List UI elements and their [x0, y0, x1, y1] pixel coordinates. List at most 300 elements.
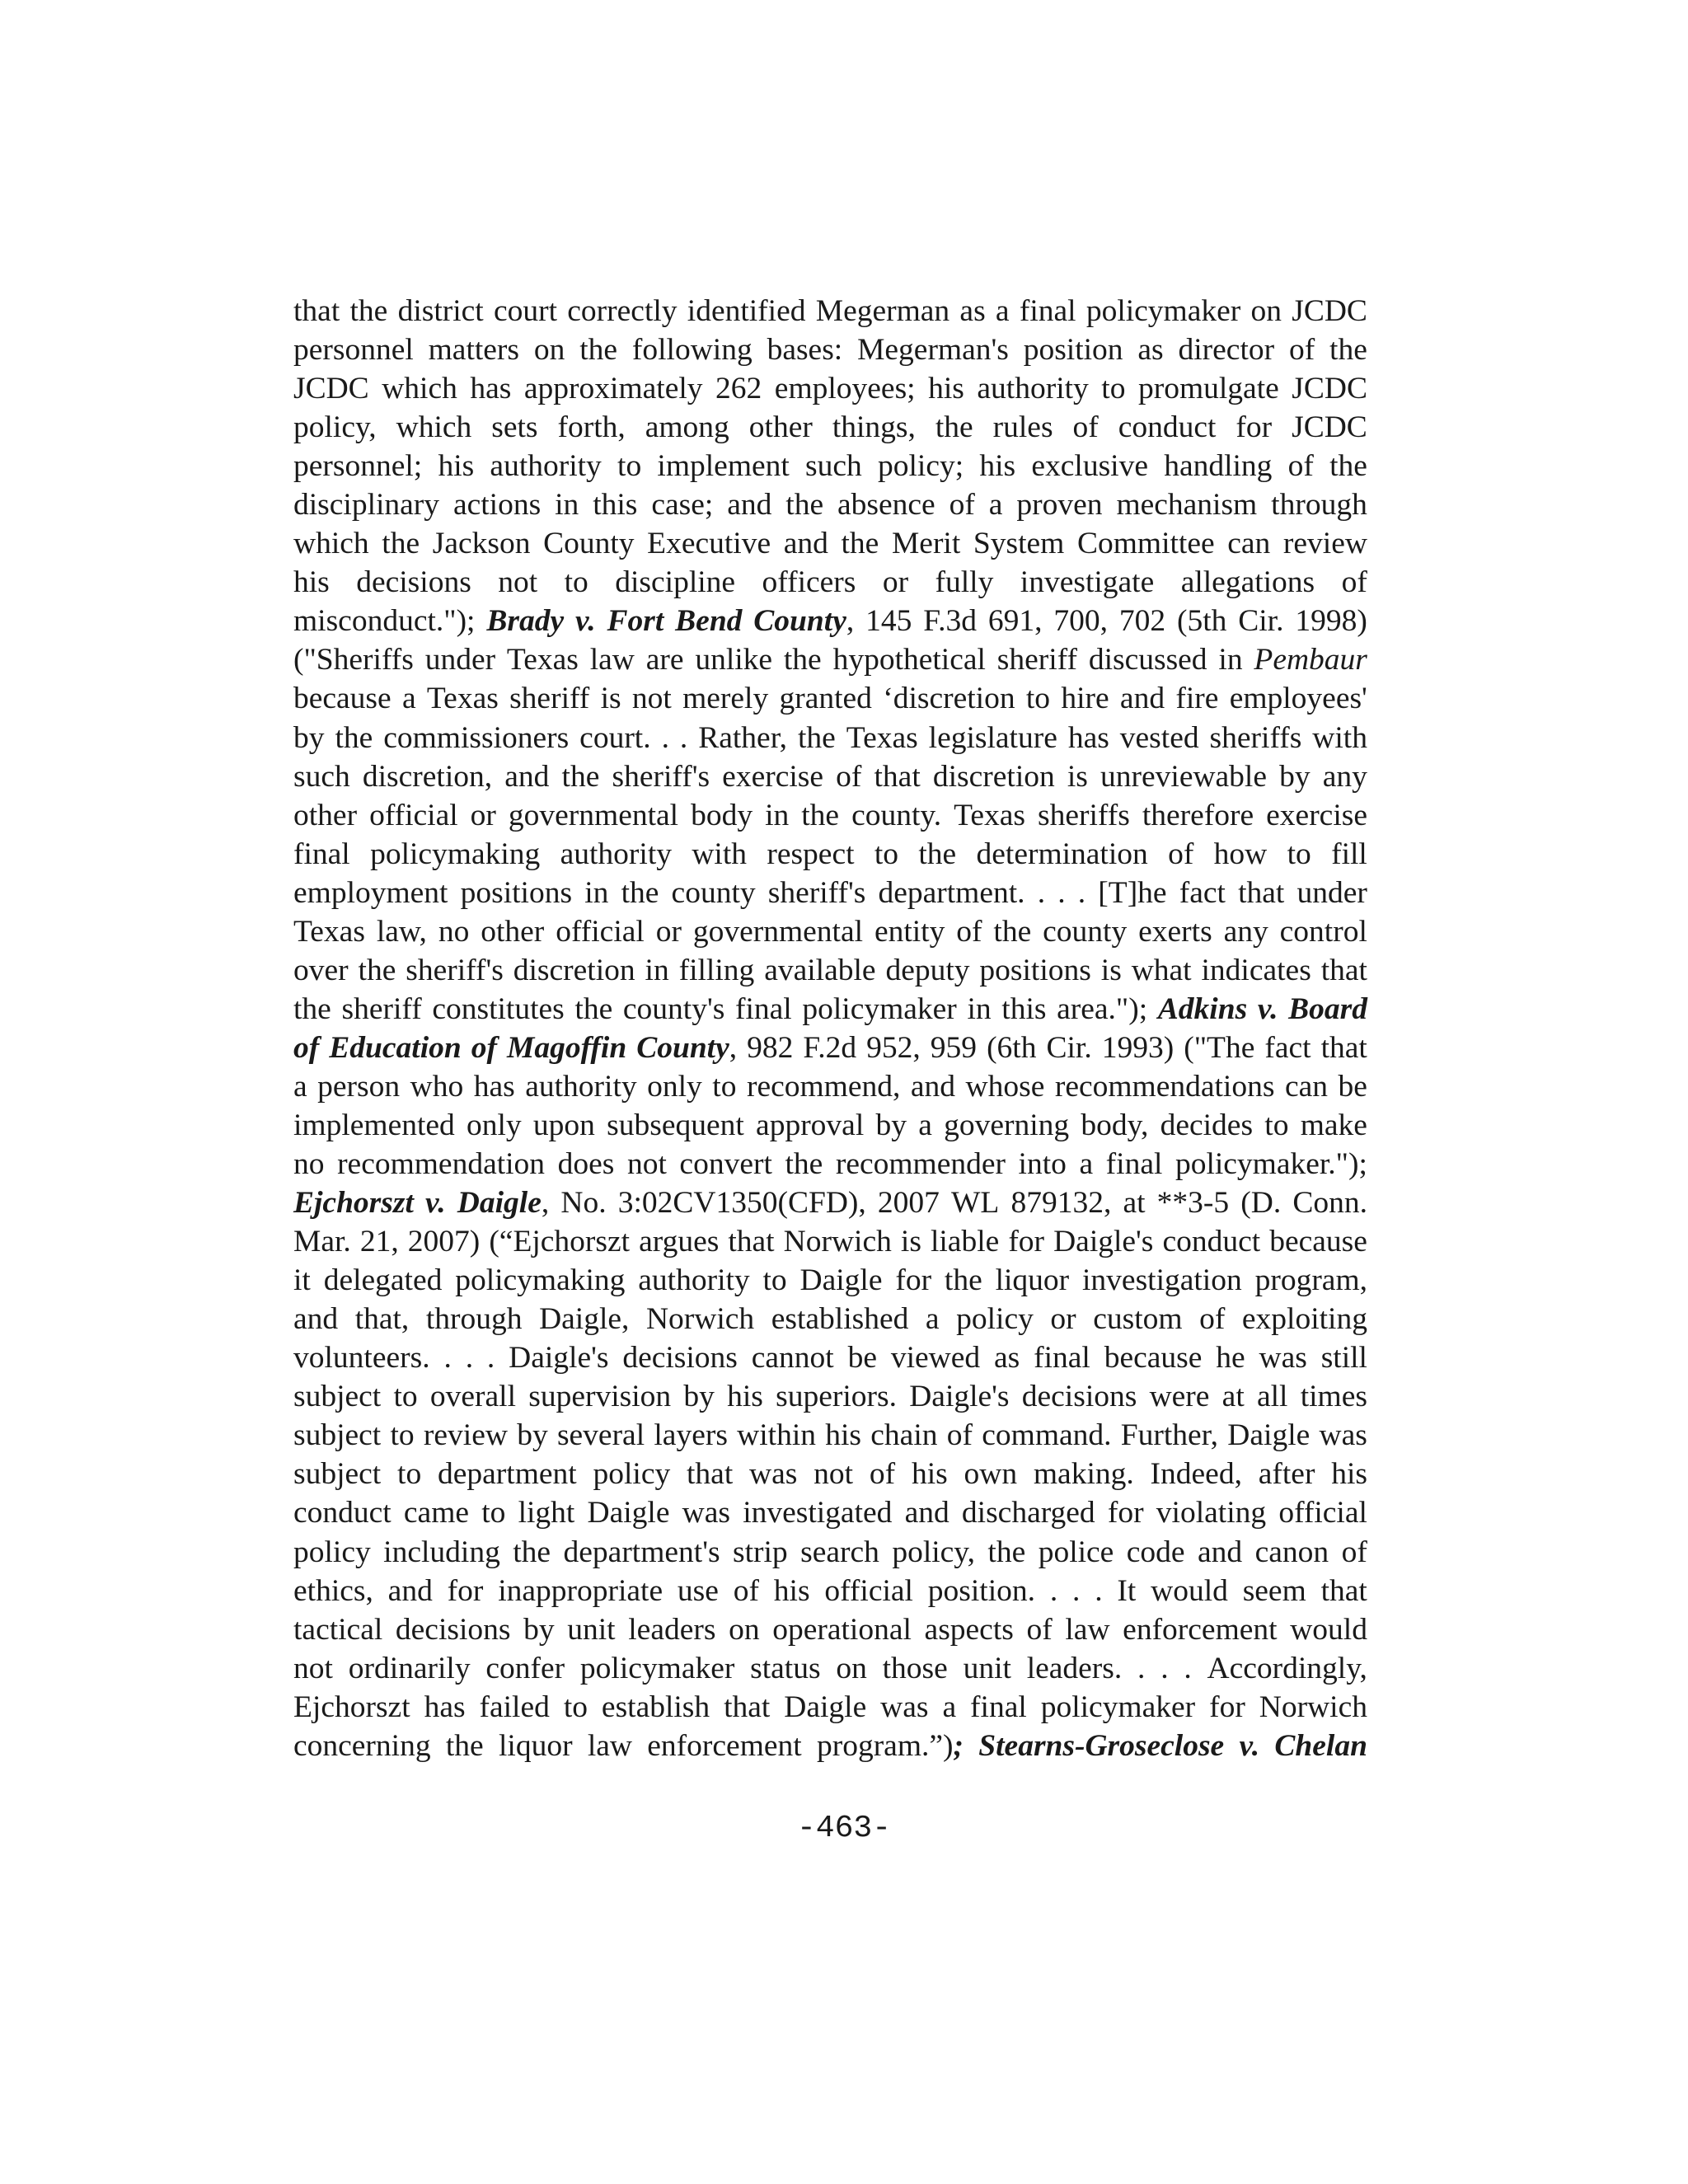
- word: [558, 1145, 615, 1183]
- text-line: [293, 951, 1367, 990]
- word: [1240, 1183, 1281, 1222]
- text-line: [293, 1377, 1367, 1416]
- word: [293, 1029, 319, 1067]
- word-run: 1993): [1101, 1030, 1175, 1065]
- word-run: court.: [579, 720, 651, 755]
- word: [1292, 369, 1367, 408]
- word-run: sheriff's: [612, 759, 710, 794]
- word-run: (“Ejchorszt: [489, 1225, 631, 1259]
- word: [390, 1416, 414, 1455]
- word: [1264, 1106, 1288, 1145]
- word: [733, 1533, 788, 1572]
- word: [1104, 1338, 1203, 1377]
- word: [579, 330, 617, 369]
- word-run: because: [1269, 1225, 1367, 1259]
- word-run: determination: [976, 837, 1148, 871]
- word: [1342, 1533, 1367, 1572]
- word: [901, 1222, 921, 1261]
- text-line: [293, 679, 1367, 718]
- word: [601, 679, 621, 718]
- word-run: make: [1300, 1108, 1367, 1142]
- word-run: Megerman: [815, 294, 950, 328]
- word: [567, 1610, 615, 1649]
- word-run: his: [438, 449, 475, 484]
- word: [617, 447, 641, 485]
- word-run: a: [925, 1302, 940, 1337]
- word: [836, 757, 861, 796]
- word-run: and: [783, 527, 828, 561]
- word-run: body: [691, 798, 753, 832]
- word-run: 982: [747, 1030, 794, 1065]
- word: [293, 1300, 338, 1338]
- word: [1077, 524, 1215, 563]
- word-run: ethics,: [293, 1573, 373, 1608]
- word-run: rules: [992, 410, 1053, 445]
- word: [1068, 719, 1109, 757]
- word: [784, 524, 828, 563]
- word-run: program.”): [816, 1728, 954, 1763]
- word: [1019, 1145, 1067, 1183]
- word: [498, 563, 537, 602]
- text-line: [293, 563, 1367, 602]
- word-run: Rather,: [698, 720, 788, 755]
- word-run: recommend,: [746, 1069, 901, 1104]
- word-run: final: [970, 1690, 1027, 1724]
- word-run: of: [1341, 565, 1367, 600]
- word: [1199, 1300, 1225, 1338]
- word: [517, 1416, 548, 1455]
- word: [918, 835, 956, 874]
- word: [1047, 1029, 1092, 1067]
- word-run: policymaker.");: [1175, 1147, 1367, 1182]
- word-run: any: [1322, 759, 1367, 794]
- word: [293, 1338, 430, 1377]
- word-run: enforcement: [647, 1728, 802, 1763]
- word-run: .: [443, 1341, 452, 1376]
- text-line: [293, 1416, 1367, 1455]
- word-run: concerning: [293, 1728, 431, 1763]
- word-run: county: [671, 875, 756, 910]
- word-run: fact: [1179, 875, 1226, 910]
- word: [656, 912, 682, 951]
- word-run: and: [910, 1069, 956, 1104]
- word-run: 952,: [866, 1030, 921, 1065]
- text-line: [293, 1493, 1367, 1532]
- word: [802, 990, 956, 1029]
- word: [679, 951, 755, 990]
- word-run: ;: [953, 1728, 964, 1763]
- word: [1177, 602, 1226, 640]
- word: [1342, 563, 1367, 602]
- word: [874, 835, 898, 874]
- word: [410, 1067, 464, 1106]
- word-run: layers: [654, 1418, 728, 1453]
- word: [396, 1610, 511, 1649]
- word-run: Texas: [506, 643, 579, 677]
- word: [293, 1533, 371, 1572]
- word-run: discharged: [961, 1496, 1095, 1530]
- word: [832, 408, 916, 447]
- word-run: conduct: [1118, 410, 1217, 445]
- word: [836, 1649, 867, 1688]
- word: [1202, 951, 1311, 990]
- word: [1243, 1572, 1306, 1610]
- word: [878, 447, 964, 485]
- word-run: v.: [574, 604, 596, 639]
- word: [424, 1416, 508, 1455]
- word: [438, 447, 474, 485]
- word-run: that: [1320, 1030, 1367, 1065]
- word: [433, 524, 531, 563]
- word: [1280, 912, 1367, 951]
- word-run: and: [727, 488, 772, 523]
- word-run: .: [486, 1341, 495, 1376]
- word: [1034, 1338, 1090, 1377]
- word-run: discretion,: [362, 759, 493, 794]
- word-run: decisions: [356, 565, 471, 600]
- word: [728, 1222, 774, 1261]
- word: [1026, 1610, 1052, 1649]
- word-run: after: [1258, 1457, 1315, 1492]
- word: [870, 1416, 937, 1455]
- word-run: to: [481, 1496, 506, 1530]
- word: [1198, 1533, 1242, 1572]
- word-run: ("The: [1184, 1030, 1255, 1065]
- word-run: indicates: [1201, 953, 1311, 987]
- word: [580, 1649, 734, 1688]
- word-run: the: [944, 1263, 982, 1298]
- word-run: Daigle: [799, 1263, 883, 1298]
- word-run: which: [382, 372, 457, 406]
- word: [1274, 1727, 1367, 1765]
- word: [750, 1649, 820, 1688]
- word-run: recommendation: [337, 1147, 546, 1182]
- word-run: law: [589, 643, 635, 677]
- word-run: exercise: [722, 759, 823, 794]
- word-run: **3-5: [1156, 1186, 1230, 1221]
- word-run: Texas: [846, 720, 918, 755]
- word: [293, 292, 340, 330]
- word-run: official: [369, 798, 458, 832]
- word: [1242, 1300, 1367, 1338]
- word-run: the: [349, 294, 388, 328]
- word: [509, 679, 589, 718]
- word: [767, 330, 843, 369]
- word-run: by: [517, 1418, 548, 1453]
- word: [712, 1067, 736, 1106]
- word: [1050, 1300, 1076, 1338]
- word-run: only: [647, 1069, 702, 1104]
- word-run: case;: [651, 488, 714, 523]
- word-run: a: [918, 1108, 932, 1142]
- word-run: the: [841, 527, 879, 561]
- word-run: director: [1178, 333, 1275, 368]
- word: [557, 1416, 645, 1455]
- word-run: no: [438, 914, 470, 949]
- word: [293, 951, 349, 990]
- word: [567, 292, 677, 330]
- word-run: overall: [429, 1380, 516, 1414]
- word: [763, 1261, 787, 1300]
- word-run: subject: [293, 1380, 382, 1414]
- word: [765, 796, 789, 835]
- word-run: of: [471, 1030, 497, 1065]
- word: [1073, 408, 1099, 447]
- word-run: .: [1072, 1573, 1081, 1608]
- word: [764, 951, 875, 990]
- word-run: employment: [293, 875, 448, 910]
- word-run: position: [1023, 333, 1123, 368]
- word: [816, 292, 950, 330]
- word: [533, 1106, 595, 1145]
- word-run: of: [1288, 333, 1315, 368]
- word-run: positions: [979, 953, 1091, 987]
- word: [499, 1727, 573, 1765]
- word-run: authority: [490, 449, 602, 484]
- word-run: department.: [878, 875, 1025, 910]
- word: [747, 1029, 793, 1067]
- word: [632, 330, 753, 369]
- word-run: the: [579, 333, 618, 368]
- word-run: JCDC: [1292, 372, 1367, 406]
- word: [1292, 408, 1367, 447]
- word-run: those: [882, 1651, 948, 1685]
- word-run: Bend: [675, 604, 743, 639]
- word: [293, 990, 331, 1029]
- word-run: own: [964, 1457, 1018, 1492]
- word: [408, 1222, 481, 1261]
- word-run: final: [734, 991, 792, 1026]
- word-run: body,: [1081, 1108, 1149, 1142]
- word-run: sheriffs: [1209, 720, 1302, 755]
- word-run: for: [1209, 1690, 1245, 1724]
- word: [1168, 835, 1193, 874]
- text-line: [293, 1300, 1367, 1338]
- word-run: 262: [715, 372, 762, 406]
- word: [457, 1183, 549, 1222]
- word-run: Daigle,: [539, 1302, 630, 1337]
- word-run: .: [1137, 1651, 1146, 1685]
- word: [560, 1183, 606, 1222]
- word-run: Adkins: [1157, 991, 1248, 1026]
- word: [1053, 602, 1108, 640]
- word: [1321, 951, 1367, 990]
- word-run: that: [874, 759, 921, 794]
- word-run: Brady: [486, 604, 565, 639]
- word: [396, 408, 472, 447]
- word-run: no: [293, 1147, 325, 1182]
- word-run: recommender: [835, 1147, 1006, 1182]
- text-line: [293, 485, 1367, 524]
- word: [438, 1455, 577, 1493]
- word: [918, 1106, 932, 1145]
- word-run: over: [293, 953, 349, 987]
- word: [1079, 1145, 1093, 1183]
- word-run: .: [1077, 875, 1086, 910]
- word: [1292, 292, 1367, 330]
- word-run: ("Sheriffs: [293, 643, 414, 677]
- word: [785, 1145, 823, 1183]
- word-run: proven: [1016, 488, 1103, 523]
- word: [564, 1688, 588, 1727]
- word-run: has: [1067, 720, 1109, 755]
- word: [1095, 1572, 1102, 1610]
- word: [878, 1183, 940, 1222]
- word: [1093, 1300, 1182, 1338]
- word: [1043, 912, 1127, 951]
- word-run: conduct: [293, 1496, 392, 1530]
- word: [1101, 369, 1125, 408]
- word: [1255, 1533, 1329, 1572]
- word-run: policy,: [293, 410, 377, 445]
- word-run: would: [1151, 1573, 1228, 1608]
- word: [942, 1688, 956, 1727]
- word: [1137, 1649, 1145, 1688]
- word-run: by: [293, 720, 325, 755]
- word: [951, 1183, 999, 1222]
- word: [1258, 990, 1278, 1029]
- word-run: .: [1160, 1651, 1169, 1685]
- word: [1001, 990, 1046, 1029]
- word: [1289, 330, 1315, 369]
- word: [615, 563, 735, 602]
- word: [565, 563, 588, 602]
- word: [691, 796, 753, 835]
- word: [425, 1183, 446, 1222]
- word: [622, 1338, 738, 1377]
- word-run: other: [748, 410, 813, 445]
- word-run: on: [533, 333, 565, 368]
- word-run: by: [523, 1612, 555, 1647]
- word: [388, 1572, 433, 1610]
- word: [687, 1455, 733, 1493]
- word: [627, 1145, 667, 1183]
- word-run: control: [1279, 914, 1367, 949]
- word-run: Education: [329, 1030, 462, 1065]
- word: [1287, 835, 1311, 874]
- word-run: any: [1223, 914, 1268, 949]
- word: [446, 1727, 484, 1765]
- word: [814, 1455, 853, 1493]
- word: [1329, 330, 1367, 369]
- word: [1236, 408, 1272, 447]
- word-run: bases:: [767, 333, 843, 368]
- word: [647, 1067, 702, 1106]
- word-run: a: [401, 682, 416, 716]
- word: [909, 1377, 1009, 1416]
- text-line: [293, 719, 1367, 757]
- word-run: policy: [593, 1457, 671, 1492]
- word: [747, 1067, 900, 1106]
- word-run: only: [467, 1108, 522, 1142]
- word-run: Texas: [954, 798, 1026, 832]
- word: [1127, 1533, 1185, 1572]
- word: [929, 719, 1057, 757]
- word-run: actions: [452, 488, 542, 523]
- word-run: his: [1331, 1457, 1367, 1492]
- word-run: ,: [846, 604, 855, 639]
- word-run: merely: [682, 682, 769, 716]
- word-run: by: [875, 1108, 907, 1142]
- word: [632, 679, 672, 718]
- word-run: can: [1284, 1069, 1328, 1104]
- word-run: his: [293, 565, 330, 600]
- word-run: the: [798, 720, 836, 755]
- word-run: that: [1320, 1573, 1367, 1608]
- word: [682, 679, 768, 718]
- word: [727, 485, 771, 524]
- word: [1251, 292, 1282, 330]
- word-run: of: [949, 488, 975, 523]
- word-run: it: [293, 1263, 311, 1298]
- word-run: county's: [622, 991, 725, 1026]
- word-run: official: [824, 1573, 913, 1608]
- word-run: things,: [832, 410, 916, 445]
- word-run: available: [764, 953, 876, 987]
- word: [1184, 1029, 1254, 1067]
- text-line: [293, 796, 1367, 835]
- word: [509, 796, 678, 835]
- word: [293, 640, 414, 679]
- word-run: positions: [460, 875, 573, 910]
- word-run: policy: [956, 1302, 1034, 1337]
- word: [1137, 330, 1163, 369]
- word: [588, 1493, 670, 1532]
- word-run: a: [1079, 1147, 1094, 1182]
- word-run: v.: [1239, 1728, 1260, 1763]
- word: [1320, 1416, 1367, 1455]
- word-run: strip: [733, 1535, 788, 1569]
- word-run: Mar.: [293, 1225, 351, 1259]
- word-run: fire: [1175, 682, 1219, 716]
- text-line: [293, 1649, 1367, 1688]
- word: [341, 990, 421, 1029]
- word-run: promulgate: [1137, 372, 1279, 406]
- word-run: the: [783, 643, 822, 677]
- word-run: the: [1329, 333, 1367, 368]
- word-run: hire: [1061, 682, 1109, 716]
- word: [575, 602, 596, 640]
- word: [490, 447, 601, 485]
- text-line: [293, 369, 1367, 408]
- word-run: the: [801, 798, 840, 832]
- word: [1269, 1222, 1367, 1261]
- word-run: governing: [944, 1108, 1070, 1142]
- word-run: liquor: [995, 1263, 1070, 1298]
- word: [933, 757, 1055, 796]
- word: [803, 1029, 856, 1067]
- word: [628, 1610, 715, 1649]
- word-run: use: [677, 1573, 719, 1608]
- word: [293, 408, 377, 447]
- word: [359, 951, 396, 990]
- word: [824, 1572, 913, 1610]
- word: [293, 1455, 381, 1493]
- word: [672, 874, 756, 912]
- word: [293, 369, 369, 408]
- word: [1210, 719, 1302, 757]
- word-run: approval: [756, 1108, 865, 1142]
- word: [588, 1727, 632, 1765]
- word: [682, 1493, 730, 1532]
- word: [438, 912, 470, 951]
- word: [638, 1261, 749, 1300]
- word-run: of: [1168, 837, 1194, 871]
- word: [293, 679, 392, 718]
- word: [752, 1338, 834, 1377]
- word: [471, 1029, 497, 1067]
- word: [335, 719, 373, 757]
